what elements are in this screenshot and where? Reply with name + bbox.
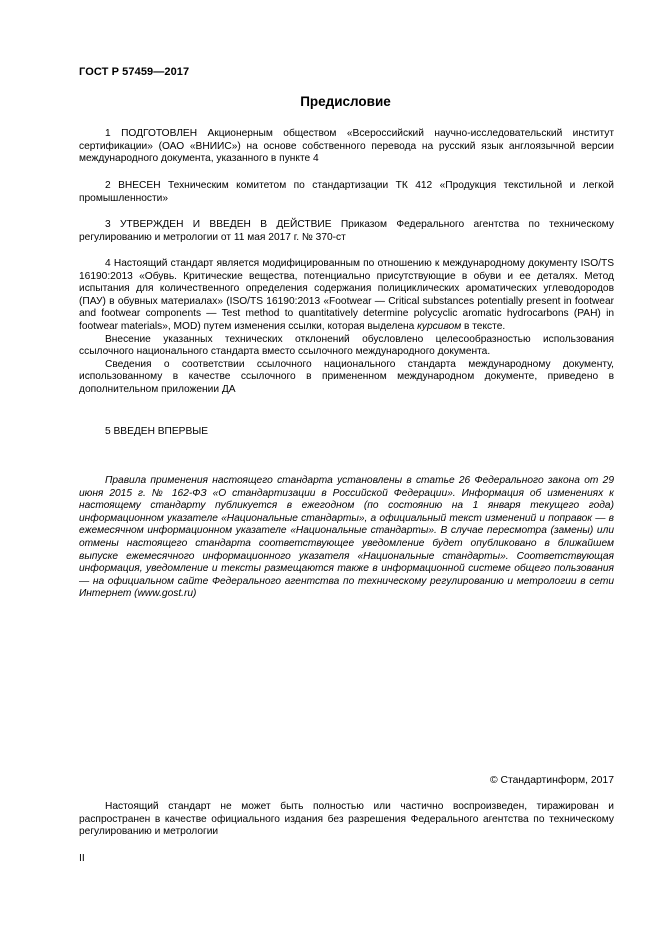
application-rules-text: Правила применения настоящего стандарта установлены в статье 26 Федерального закона от 29 июня 2015 г. № 162-ФЗ «О стандартизации в Российской Федерации». Информация об изменениях к настоящему стандарту публикуется в ежегодном (по состоянию на 1 января текущего года) информационном указателе «Национальные стандарты», а официальный текст изменений и поправок — в ежемесячном информационном указателе «Национальные стандарты». В случае пересмотра (замены) или отмены настоящего стандарта соответствующее уведомление будет опубликовано в ближайшем выпуске ежемесячного информационного указателя «Национальные стандарты». Соответствующая информация, уведомление и тексты размещаются также в информационной системе общего пользования — на официальном сайте Федерального агентства по техническому регулированию и метрологии в сети Интернет (www.gost.ru) [79,475,614,600]
reproduction-notice [79,801,614,839]
copyright-notice: © Стандартинформ, 2017 [489,775,614,786]
foreword-item-5-text: 5 ВВЕДЕН ВПЕРВЫЕ [105,426,209,437]
page-title: Предисловие [300,94,391,109]
reproduction-notice-text: Настоящий стандарт не может быть полностью или частично воспроизведен, тиражирован и распространен в качестве официального издания без разрешения Федерального агентства по техническому регулированию и метрологии [79,801,614,838]
foreword-item-3 [79,219,614,244]
foreword-item-4-italic: курсивом [417,320,462,332]
foreword-item-4 [79,258,614,397]
standard-code: ГОСТ Р 57459—2017 [79,66,190,78]
foreword-item-1 [79,128,614,166]
foreword-item-4-annex-text: Сведения о соответствии ссылочного национального стандарта международному документу, использованному в качестве ссылочного в примененном международном документе, приведено в дополнительном приложении ДА [79,358,614,395]
foreword-item-4-deviation-text: Внесение указанных технических отклонений обусловлено целесообразностью использования ссылочного национального стандарта вместо ссылочного международного документа. [79,333,614,358]
foreword-item-4-text [79,258,614,334]
page-number: II [79,853,85,864]
foreword-item-1-text: 1 ПОДГОТОВЛЕН Акционерным обществом «Всероссийский научно-исследовательский институт сертификации» (ОАО «ВНИИС») на основе собственного перевода на русский язык англоязычной версии международного документа, указанного в пункте 4 [79,128,614,165]
foreword-item-2 [79,180,614,205]
foreword-item-3-text: 3 УТВЕРЖДЕН И ВВЕДЕН В ДЕЙСТВИЕ Приказом Федерального агентства по техническому регулированию и метрологии от 11 мая 2017 г. № 370-ст [79,219,614,243]
foreword-item-4-end: в тексте. [461,320,506,332]
application-rules-notice [79,475,614,601]
foreword-item-4-main: 4 Настоящий стандарт является модифицированным по отношению к международному документу ISO/TS 16190:2013 «Обувь. Критические вещества, потенциально присутствующие в обуви и ее деталях. Метод испытания для количественного определения содержания полициклических ароматических углеводородов (ПАУ) в обувных материалах» (ISO/TS 16190:2013 «Footwear — Critical substances potentially present in footwear and footwear components — Test method to quantitatively determine polycyclic aromatic hydrocarbons (PAH) in footwear materials», MOD) путем изменения ссылки, которая выделена [79,258,614,332]
foreword-item-5 [79,426,614,439]
foreword-item-2-text: 2 ВНЕСЕН Техническим комитетом по стандартизации ТК 412 «Продукция текстильной и легкой промышленности» [79,180,614,204]
